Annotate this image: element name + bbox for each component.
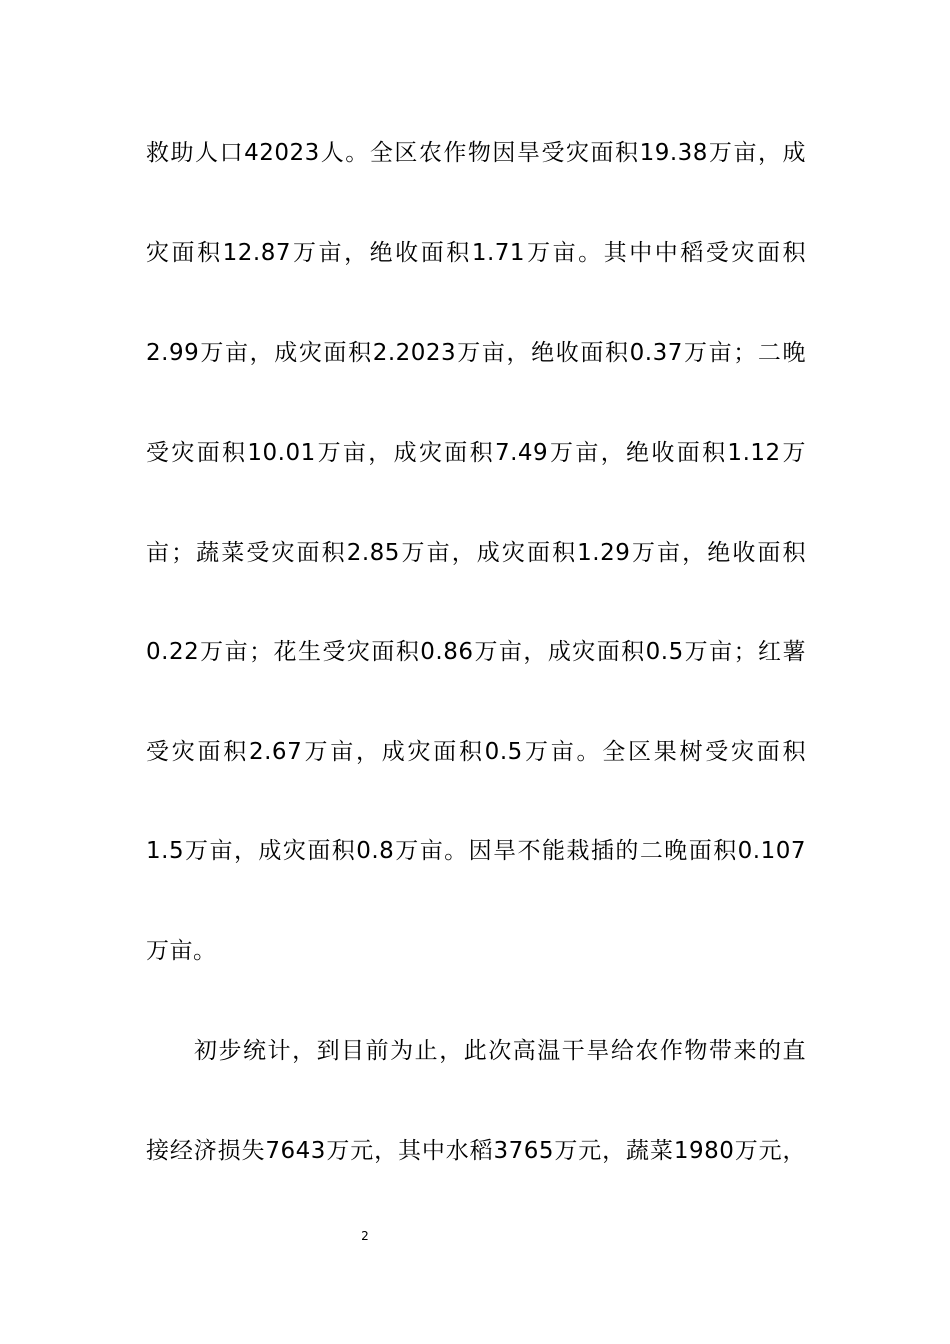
- text-line: 2.99万亩，成灾面积2.2023万亩，绝收面积0.37万亩；二晚: [146, 340, 806, 366]
- text-line: 接经济损失7643万元，其中水稻3765万元，蔬菜1980万元，: [146, 1138, 806, 1164]
- text-line: 灾面积12.87万亩，绝收面积1.71万亩。其中中稻受灾面积: [146, 240, 806, 266]
- text-line: 0.22万亩；花生受灾面积0.86万亩，成灾面积0.5万亩；红薯: [146, 639, 806, 665]
- text-line: 受灾面积10.01万亩，成灾面积7.49万亩，绝收面积1.12万: [146, 440, 806, 466]
- text-line: 1.5万亩，成灾面积0.8万亩。因旱不能栽插的二晚面积0.107: [146, 838, 806, 864]
- text-line: 初步统计，到目前为止，此次高温干旱给农作物带来的直: [194, 1038, 806, 1064]
- text-line: 亩；蔬菜受灾面积2.85万亩，成灾面积1.29万亩，绝收面积: [146, 540, 806, 566]
- page-number: 2: [361, 1229, 369, 1243]
- text-line: 受灾面积2.67万亩，成灾面积0.5万亩。全区果树受灾面积: [146, 739, 806, 765]
- text-line: 万亩。: [146, 938, 217, 964]
- text-line: 救助人口42023人。全区农作物因旱受灾面积19.38万亩，成: [146, 140, 806, 166]
